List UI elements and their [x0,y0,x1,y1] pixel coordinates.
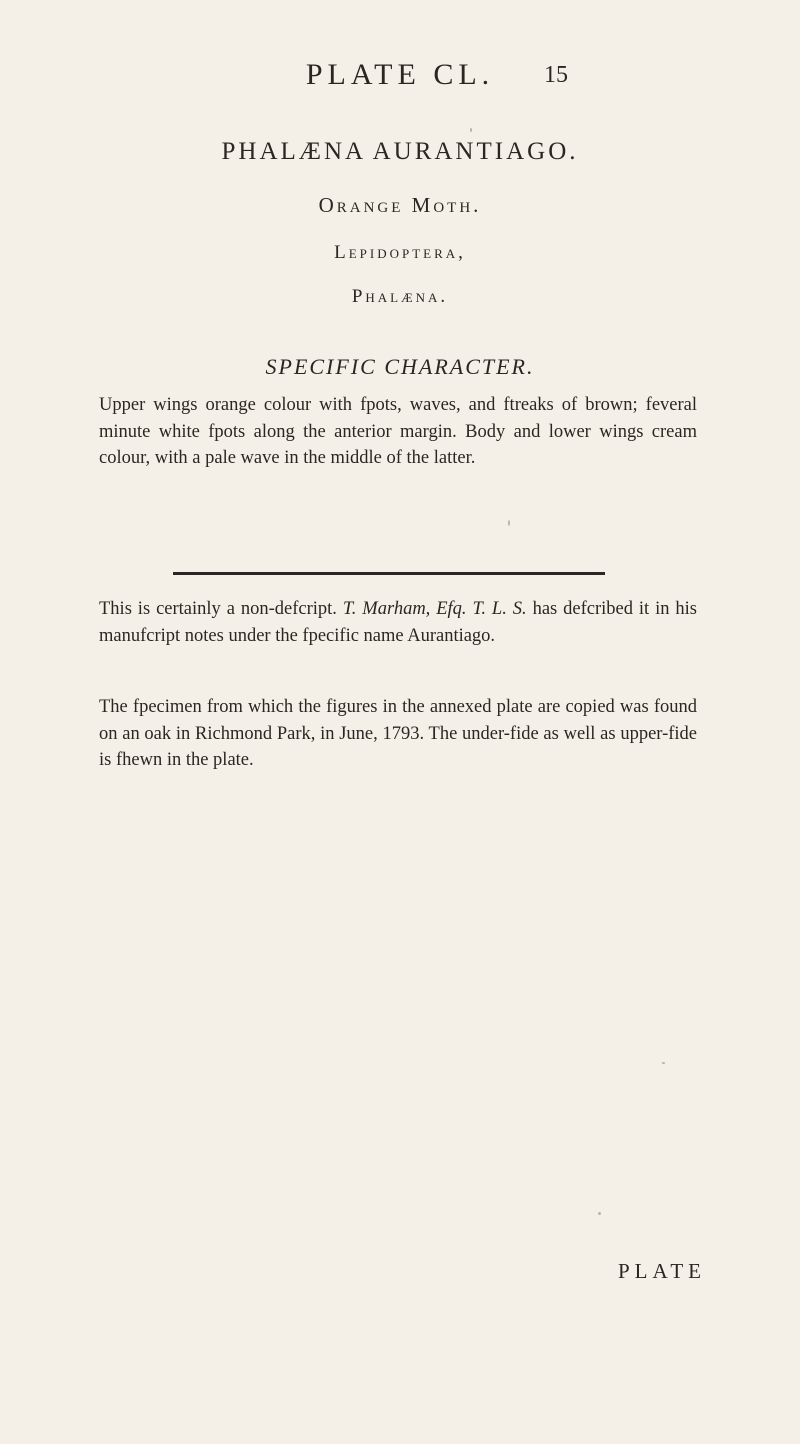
paper-speck [508,520,510,526]
paragraph-specimen: The fpecimen from which the figures in the annexed plate are copied was found on an oak in Richmond Park, in June, 1793. The under-fide as well as upper-fide is fhewn in the plate. [99,697,697,770]
specific-description: Upper wings orange colour with fpots, waves, and ftreaks of brown; feveral minute white fpots along the anterior margin. Body and lower wings cream colour, with a pale wave in the middle of the latter. [99,395,697,468]
paper-speck [662,1062,665,1064]
section-divider [173,572,605,575]
plate-heading: PLATE CL. [305,58,495,91]
paragraph-nondescript [99,596,697,649]
paragraph-nondescript-before: This is certainly a non-defcript. [99,599,337,619]
catchword: PLATE [618,1259,706,1283]
specific-character-heading: SPECIFIC CHARACTER. [265,354,535,379]
order-name: Lepidoptera, [334,242,466,263]
common-name: Orange Moth. [318,193,482,217]
paper-speck [598,1212,601,1215]
page-header [0,58,800,98]
genus-name: Phalæna. [351,286,449,307]
page-number: 15 [544,62,568,88]
species-title: PHALÆNA AURANTIAGO. [221,138,579,165]
title-block [0,138,800,308]
paragraph-nondescript-after: has defcribed it in his manufcript notes under the fpecific name Aurantiago. [99,599,698,646]
author-reference: T. Marham, Efq. T. L. S. [342,599,527,619]
paper-speck [470,128,472,132]
